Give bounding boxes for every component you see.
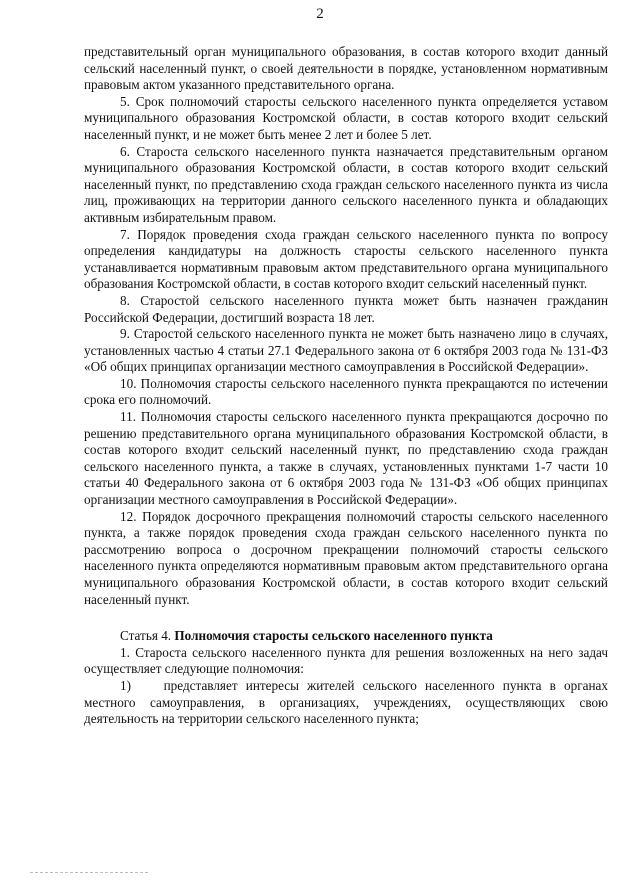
article-label: Статья 4. xyxy=(120,628,172,644)
subitem-number: 1) xyxy=(120,677,131,693)
subitem-text: представляет интересы жителей сельского населенного пункта в органах местного самоуправления, в организациях, учреждениях, осуществляющих свою деятельность на территории сельского населенного пункта; xyxy=(84,677,608,727)
page-number: 2 xyxy=(316,6,324,22)
footer-divider xyxy=(30,872,148,873)
paragraph-continuation: представительный орган муниципального образования, в состав которого входит данный сельский населенный пункт, о своей деятельности в порядке, установленном нормативным правовым актом указанного представительного органа. xyxy=(84,44,608,93)
subitem-1 xyxy=(84,678,608,728)
paragraph-6: 6. Староста сельского населенного пункта назначается представительным органом муниципального образования Костромской области, в состав которого входит сельский населенный пункт, по представлению схода граждан сельского населенного пункта из числа лиц, проживающих на территории данного сельского населенного пункта и обладающих активным избирательным правом. xyxy=(84,143,608,225)
document-body xyxy=(84,44,608,728)
paragraph-9: 9. Старостой сельского населенного пункта не может быть назначено лицо в случаях, установленных частью 4 статьи 27.1 Федерального закона от 6 октября 2003 года № 131-ФЗ «Об общих принципах организации местного самоуправления в Российской Федерации». xyxy=(84,326,608,375)
paragraph-11: 11. Полномочия старосты сельского населенного пункта прекращаются досрочно по решению представительного органа муниципального образования Костромской области, в состав которого входит сельский населенный пункт, по представлению схода граждан сельского населенного пункта, а также в случаях, установленных пунктами 1-7 части 10 статьи 40 Федерального закона от 6 октября 2003 года № 131-ФЗ «Об общих принципах организации местного самоуправления в Российской Федерации». xyxy=(84,409,608,508)
article-heading xyxy=(84,628,608,645)
paragraph-5: 5. Срок полномочий старосты сельского населенного пункта определяется уставом муниципального образования Костромской области, в состав которого входит сельский населенный пункт, и не может быть менее 2 лет и более 5 лет. xyxy=(84,93,608,142)
paragraph-12: 12. Порядок досрочного прекращения полномочий старосты сельского населенного пункта, а также порядок проведения схода граждан сельского населенного пункта по рассмотрению вопроса о досрочном прекращении полномочий старосты сельского населенного пункта определяются нормативным правовым актом представительного органа муниципального образования Костромской области, в состав которого входит сельский населенный пункт. xyxy=(84,508,608,607)
paragraph-8: 8. Старостой сельского населенного пункта может быть назначен гражданин Российской Федерации, достигший возраста 18 лет. xyxy=(84,292,608,325)
paragraph-10: 10. Полномочия старосты сельского населенного пункта прекращаются по истечении срока его полномочий. xyxy=(84,375,608,408)
article-paragraph-1: 1. Староста сельского населенного пункта для решения возложенных на него задач осуществляет следующие полномочия: xyxy=(84,644,608,677)
paragraph-7: 7. Порядок проведения схода граждан сельского населенного пункта по вопросу определения кандидатуры на должность старосты сельского населенного пункта устанавливается нормативным правовым актом представительного органа муниципального образования Костромской области, в состав которого входит сельский населенный пункт. xyxy=(84,226,608,292)
article-title: Полномочия старосты сельского населенного пункта xyxy=(174,628,493,644)
